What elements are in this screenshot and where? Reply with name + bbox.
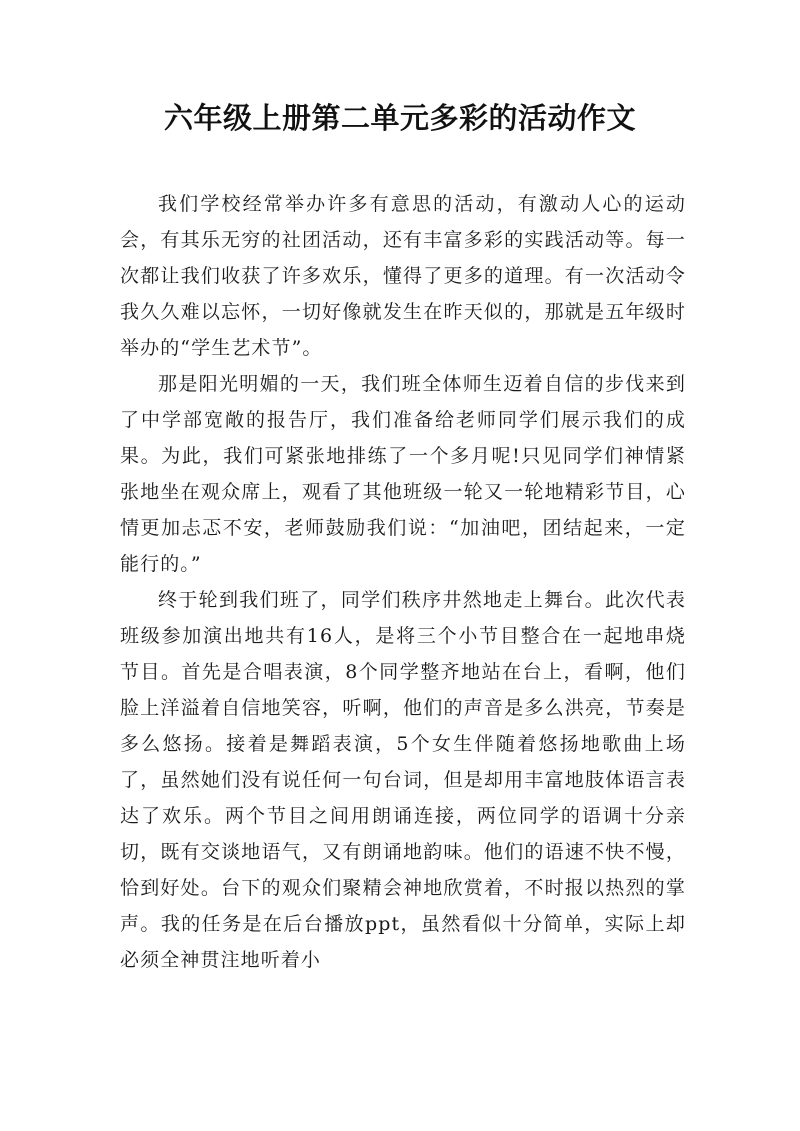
paragraph-2: 那是阳光明媚的一天，我们班全体师生迈着自信的步伐来到了中学部宽敞的报告厅，我们准备给老师同学们展示我们的成果。为此，我们可紧张地排练了一个多月呢!只见同学们神情紧张地坐在观众席上，观看了其他班级一轮又一轮地精彩节目，心情更加忐忑不安，老师鼓励我们说：“加油吧，团结起来，一定能行的。” — [120, 373, 686, 575]
paragraph-1: 我们学校经常举办许多有意思的活动，有激动人心的运动会，有其乐无穷的社团活动，还有丰富多彩的实践活动等。每一次都让我们收获了许多欢乐，懂得了更多的道理。有一次活动令我久久难以忘怀，一切好像就发生在昨天似的，那就是五年级时举办的“学生艺术节”。 — [120, 193, 686, 359]
paragraph-3: 终于轮到我们班了，同学们秩序井然地走上舞台。此次代表班级参加演出地共有16人，是将三个小节目整合在一起地串烧节目。首先是合唱表演，8个同学整齐地站在台上，看啊，他们脸上洋溢着自信地笑容，听啊，他们的声音是多么洪亮，节奏是多么悠扬。接着是舞蹈表演，5个女生伴随着悠扬地歌曲上场了，虽然她们没有说任何一句台词，但是却用丰富地肢体语言表达了欢乐。两个节目之间用朗诵连接，两位同学的语调十分亲切，既有交谈地语气，又有朗诵地韵味。他们的语速不快不慢，恰到好处。台下的观众们聚精会神地欣赏着，不时报以热烈的掌声。我的任务是在后台播放ppt，虽然看似十分简单，实际上却必须全神贯注地听着小 — [120, 589, 686, 971]
document-title: 六年级上册第二单元多彩的活动作文 — [163, 101, 636, 135]
document-body — [120, 186, 686, 978]
